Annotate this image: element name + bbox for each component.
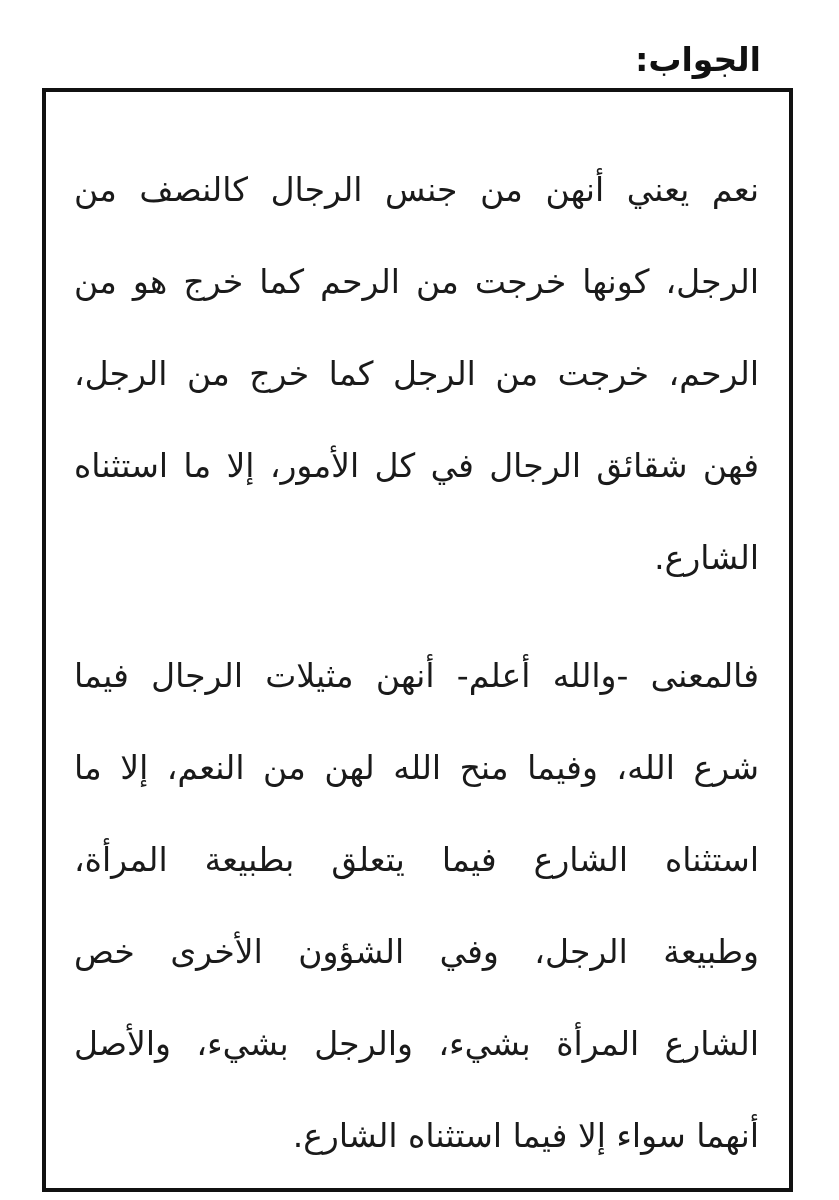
text-line: فالمعنى -والله أعلم- أنهن مثيلات الرجال فيما bbox=[74, 656, 759, 695]
text-line: الشارع. bbox=[654, 538, 759, 577]
answer-text bbox=[74, 144, 759, 1182]
text-line: استثناه الشارع فيما يتعلق بطبيعة المرأة، bbox=[74, 840, 759, 879]
text-line: وطبيعة الرجل، وفي الشؤون الأخرى خص bbox=[74, 932, 759, 971]
text-line: الرجل، كونها خرجت من الرحم كما خرج هو من bbox=[74, 262, 759, 301]
text-line: فهن شقائق الرجال في كل الأمور، إلا ما استثناه bbox=[74, 446, 759, 485]
paragraph-1 bbox=[74, 144, 759, 604]
paragraph-spacer bbox=[74, 604, 759, 630]
text-line: الشارع المرأة بشيء، والرجل بشيء، والأصل bbox=[74, 1024, 759, 1063]
text-line: أنهما سواء إلا فيما استثناه الشارع. bbox=[292, 1116, 759, 1155]
paragraph-2 bbox=[74, 630, 759, 1182]
text-line: نعم يعني أنهن من جنس الرجال كالنصف من bbox=[74, 170, 759, 209]
text-line: الرحم، خرجت من الرجل كما خرج من الرجل، bbox=[74, 354, 759, 393]
text-line: شرع الله، وفيما منح الله لهن من النعم، إلا ما bbox=[74, 748, 759, 787]
answer-box bbox=[42, 88, 793, 1192]
answer-heading: الجواب: bbox=[635, 40, 761, 79]
